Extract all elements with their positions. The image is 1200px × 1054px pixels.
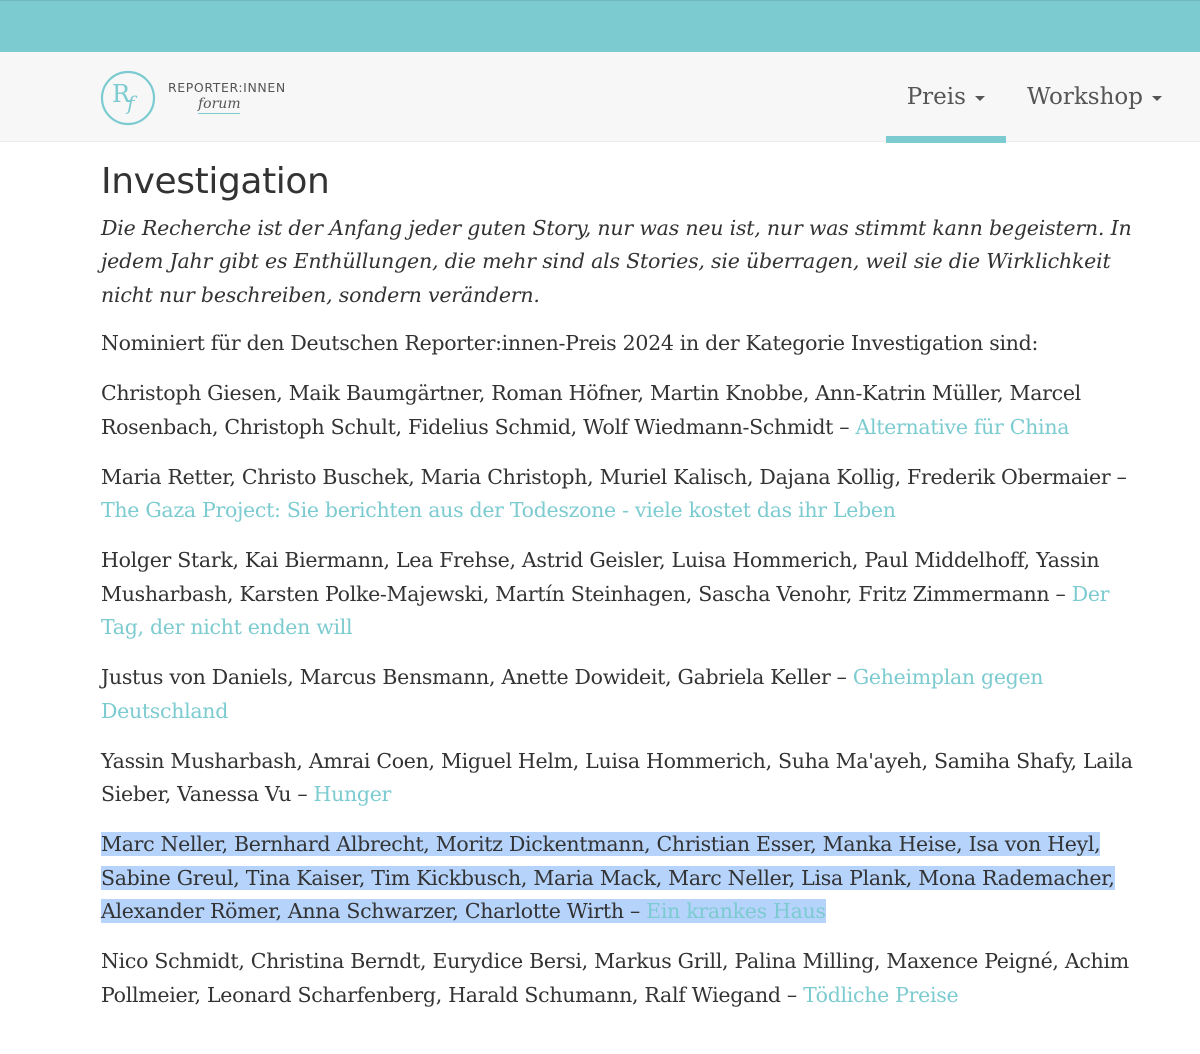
nomination-authors: Holger Stark, Kai Biermann, Lea Frehse, Astrid Geisler, Luisa Hommerich, Paul Middelhoff, Yassin Musharbash, Karsten Polke-Majewski, Martín Steinhagen, Sascha Venohr, Fritz Zimmermann	[101, 548, 1100, 606]
nomination-separator: –	[291, 782, 314, 807]
chevron-down-icon	[1152, 96, 1162, 101]
nomination-separator: –	[833, 414, 856, 439]
nomination-entry	[101, 945, 1141, 1012]
nomination-authors: Nico Schmidt, Christina Berndt, Eurydice Bersi, Markus Grill, Palina Milling, Maxence Peigné, Achim Pollmeier, Leonard Scharfenberg, Harald Schumann, Ralf Wiegand	[101, 949, 1129, 1007]
main-content	[101, 142, 1141, 1029]
nomination-separator: –	[623, 899, 647, 924]
nomination-story-link[interactable]: Der Tag, der nicht enden will	[101, 581, 1110, 640]
nav-item-preis[interactable]	[886, 52, 1006, 142]
nomination-separator: –	[780, 982, 804, 1007]
page-title: Investigation	[101, 161, 330, 202]
top-accent-bar	[0, 0, 1200, 52]
nomination-authors: Maria Retter, Christo Buschek, Maria Christoph, Muriel Kalisch, Dajana Kollig, Frederik Obermaier	[101, 464, 1111, 489]
nomination-separator: –	[1049, 581, 1072, 606]
logo-monogram-f: f	[127, 91, 135, 115]
nav-item-workshop[interactable]	[1006, 52, 1200, 142]
nomination-entry	[101, 377, 1141, 444]
nav-item-label: Workshop	[1026, 84, 1143, 110]
logo-monogram-r: R	[112, 80, 131, 108]
nomination-separator: –	[1110, 464, 1127, 489]
category-intro: Die Recherche ist der Anfang jeder guten Story, nur was neu ist, nur was stimmt kann begeistern. In jedem Jahr gibt es Enthüllungen, die mehr sind als Stories, sie überragen, weil sie die Wirklichkeit nicht nur beschreiben, sondern verändern.	[101, 215, 1132, 307]
site-logo[interactable]	[100, 70, 286, 126]
main-nav	[886, 52, 1200, 142]
nomination-entry-selected	[101, 828, 1141, 929]
nomination-authors: Christoph Giesen, Maik Baumgärtner, Roman Höfner, Martin Knobbe, Ann-Katrin Müller, Marcel Rosenbach, Christoph Schult, Fidelius Schmid, Wolf Wiedmann-Schmidt	[101, 381, 1081, 439]
nominations-lead: Nominiert für den Deutschen Reporter:innen-Preis 2024 in der Kategorie Investigation sind:	[101, 331, 1039, 356]
nav-item-label: Preis	[906, 84, 966, 110]
nomination-entry	[101, 745, 1141, 812]
logo-subtitle: forum	[198, 96, 241, 113]
navbar	[0, 52, 1200, 142]
nomination-authors: Yassin Musharbash, Amrai Coen, Miguel Helm, Luisa Hommerich, Suha Ma'ayeh, Samiha Shafy, Laila Sieber, Vanessa Vu	[101, 748, 1133, 807]
nomination-separator: –	[830, 665, 853, 690]
nomination-entry	[101, 544, 1141, 645]
nomination-story-link[interactable]: Geheimplan gegen Deutschland	[101, 665, 1044, 723]
chevron-down-icon	[975, 96, 985, 101]
logo-mark-icon	[100, 70, 156, 126]
nomination-authors: Marc Neller, Bernhard Albrecht, Moritz Dickentmann, Christian Esser, Manka Heise, Isa von Heyl, Sabine Greul, Tina Kaiser, Tim Kickbusch, Maria Mack, Marc Neller, Lisa Plank, Mona Rademacher, Alexander Römer, Anna Schwarzer, Charlotte Wirth	[101, 832, 1115, 924]
nomination-entry	[101, 661, 1141, 728]
nomination-story-link[interactable]: The Gaza Project: Sie berichten aus der Todeszone - viele kostet das ihr Leben	[101, 498, 896, 523]
nomination-entry	[101, 461, 1141, 528]
selected-text-highlight	[101, 832, 1115, 923]
nomination-authors: Justus von Daniels, Marcus Bensmann, Anette Dowideit, Gabriela Keller	[101, 665, 831, 690]
nomination-story-link[interactable]: Alternative für China	[855, 414, 1070, 439]
nomination-story-link[interactable]: Tödliche Preise	[803, 982, 959, 1007]
nomination-story-link[interactable]: Hunger	[313, 782, 392, 807]
logo-title: REPORTER:INNEN	[168, 79, 286, 95]
nomination-story-link[interactable]: Ein krankes Haus	[646, 899, 826, 924]
